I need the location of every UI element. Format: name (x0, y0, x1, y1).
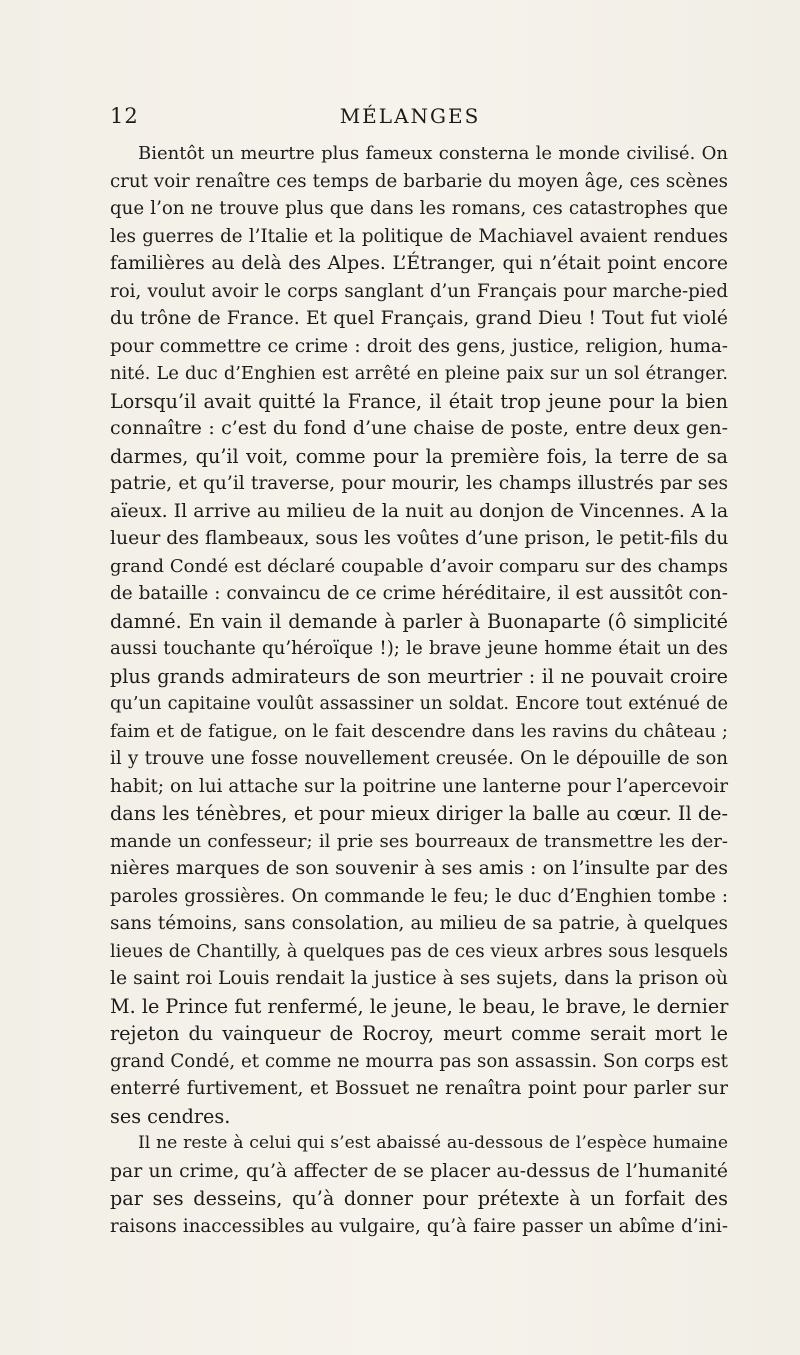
text-line: sans témoins, sans consolation, au milieu de sa patrie, à quelques (110, 913, 728, 934)
text-line: crut voir renaître ces temps de barbarie du moyen âge, ces scènes (110, 170, 728, 192)
text-line: patrie, et qu’il traverse, pour mourir, les champs illustrés par ses (110, 473, 728, 494)
text-line: ses cendres. (110, 1104, 231, 1128)
text-line: M. le Prince fut renfermé, le jeune, le beau, le brave, le dernier (110, 994, 729, 1018)
text-line: paroles grossières. On commande le feu; le duc d’Enghien tombe : (110, 885, 728, 907)
text-line: les guerres de l’Italie et la politique de Machiavel avaient rendues (110, 225, 728, 247)
text-line: lueur des flambeaux, sous les voûtes d’une prison, le petit-fils du (110, 528, 729, 549)
text-line: de bataille : convaincu de ce crime héréditaire, il est aussitôt con- (110, 583, 728, 604)
text-line: connaître : c’est du fond d’une chaise de poste, entre deux gen- (110, 417, 728, 439)
text-line: dans les ténèbres, et pour mieux diriger la balle au cœur. Il de- (110, 802, 728, 825)
text-line: nité. Le duc d’Enghien est arrêté en pleine paix sur un sol étranger. (110, 363, 728, 384)
page-number: 12 (110, 104, 139, 128)
text-line: le saint roi Louis rendait la justice à ses sujets, dans la prison où (110, 968, 728, 989)
text-line: aussi touchante qu’héroïque !); le brave jeune homme était un des (110, 638, 728, 659)
text-line: que l’on ne trouve plus que dans les romans, ces catastrophes que (110, 198, 728, 219)
text-line: rejeton du vainqueur de Rocroy, meurt comme serait mort le (110, 1022, 728, 1045)
text-line: lieues de Chantilly, à quelques pas de ces vieux arbres sous lesquels (110, 940, 728, 962)
text-line: du trône de France. Et quel Français, grand Dieu ! Tout fut violé (110, 308, 728, 329)
body-text (110, 140, 728, 1240)
text-line: damné. En vain il demande à parler à Buonaparte (ô simplicité (110, 609, 728, 633)
page-header (110, 104, 710, 132)
running-title: MÉLANGES (339, 104, 481, 128)
paragraph-1 (110, 140, 728, 1130)
text-line: faim et de fatigue, on le fait descendre dans les ravins du château ; (110, 720, 728, 742)
text-line: darmes, qu’il voit, comme pour la première fois, la terre de sa (110, 444, 728, 468)
text-line: il y trouve une fosse nouvellement creusée. On le dépouille de son (110, 748, 728, 769)
paragraph-2 (110, 1130, 728, 1240)
text-line: habit; on lui attache sur la poitrine une lanterne pour l’apercevoir (110, 775, 728, 797)
text-line: raisons inaccessibles au vulgaire, qu’à faire passer un abîme d’ini- (110, 1215, 728, 1237)
text-line: grand Condé, et comme ne mourra pas son assassin. Son corps est (110, 1050, 728, 1072)
text-line: Bientôt un meurtre plus fameux consterna le monde civilisé. On (138, 143, 728, 164)
text-line: par un crime, qu’à affecter de se placer au-dessus de l’humanité (110, 1160, 728, 1182)
text-line: grand Condé est déclaré coupable d’avoir comparu sur des champs (110, 555, 728, 577)
text-line: plus grands admirateurs de son meurtrier : il ne pouvait croire (110, 664, 728, 688)
text-line: nières marques de son souvenir à ses amis : on l’insulte par des (110, 857, 728, 879)
text-line: mande un confesseur; il prie ses bourreaux de transmettre les der- (110, 830, 728, 852)
text-line: pour commettre ce crime : droit des gens, justice, religion, huma- (110, 335, 728, 357)
text-line: roi, voulut avoir le corps sanglant d’un Français pour marche-pied (110, 280, 728, 302)
text-line: familières au delà des Alpes. L’Étranger, qui n’était point encore (110, 253, 728, 274)
text-line: qu’un capitaine voulût assassiner un soldat. Encore tout exténué de (110, 693, 728, 714)
text-line: enterré furtivement, et Bossuet ne renaîtra point pour parler sur (110, 1078, 728, 1099)
text-line: Lorsqu’il avait quitté la France, il était trop jeune pour la bien (110, 389, 728, 413)
text-line: Il ne reste à celui qui s’est abaissé au-dessous de l’espèce humaine (138, 1133, 728, 1153)
text-line: aïeux. Il arrive au milieu de la nuit au donjon de Vincennes. A la (110, 499, 729, 522)
text-line: par ses desseins, qu’à donner pour prétexte à un forfait des (110, 1187, 728, 1210)
